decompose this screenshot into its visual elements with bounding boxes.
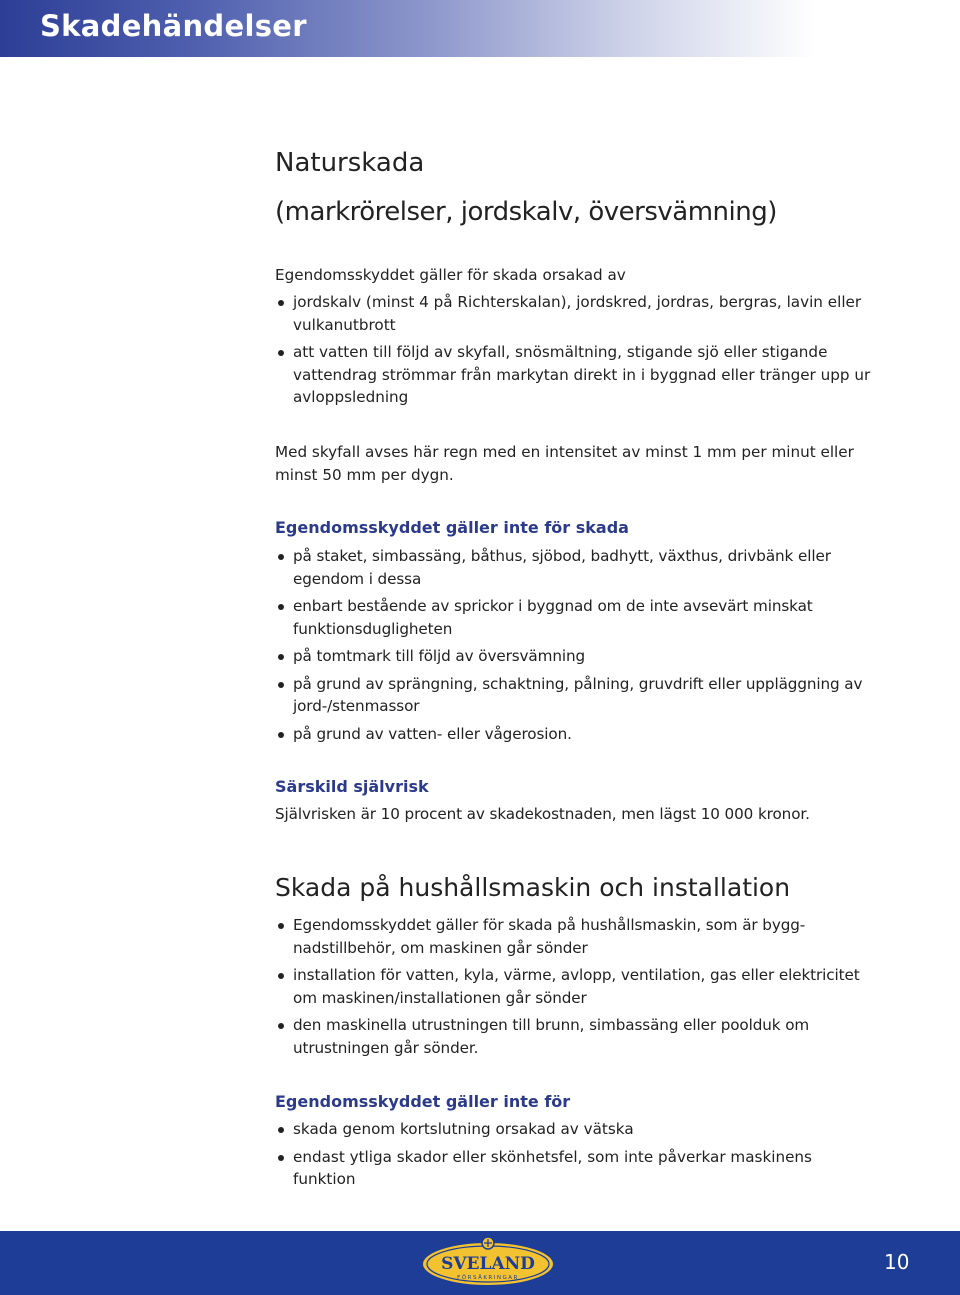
list-item: installation för vatten, kyla, värme, avlopp, ventilation, gas eller elektricitet om maskinen/installationen går sönder (275, 964, 875, 1009)
bullet-icon (278, 1155, 284, 1161)
hushall-title: Skada på hushållsmaskin och installation (275, 873, 791, 902)
bullet-icon (278, 923, 284, 929)
list-item: skada genom kortslutning orsakad av vätska (275, 1118, 875, 1141)
skyfall-note: Med skyfall avses här regn med en intensitet av minst 1 mm per minut eller minst 50 mm per dygn. (275, 443, 854, 484)
bullet-icon (278, 973, 284, 979)
hushall-covered-list (275, 914, 875, 1064)
list-item: den maskinella utrustningen till brunn, simbassäng eller poolduk om utrustningen går sönder. (275, 1014, 875, 1059)
deductible-heading: Särskild självrisk (275, 777, 429, 796)
list-item: på tomtmark till följd av översvämning (275, 645, 875, 668)
bullet-icon (278, 604, 284, 610)
logo-text: SVELAND (441, 1254, 535, 1274)
list-item: endast ytliga skador eller skönhetsfel, som inte påverkar maskinens funktion (275, 1146, 875, 1191)
bullet-icon (278, 554, 284, 560)
page-number: 10 (884, 1250, 910, 1274)
list-item: på grund av vatten- eller vågerosion. (275, 723, 875, 746)
bullet-icon (278, 654, 284, 660)
list-item: på staket, simbassäng, båthus, sjöbod, badhytt, växthus, drivbänk eller egendom i dessa (275, 545, 875, 590)
deductible-text: Självrisken är 10 procent av skadekostnaden, men lägst 10 000 kronor. (275, 805, 810, 823)
natur-title-line1: Naturskada (275, 148, 425, 178)
bullet-icon (278, 732, 284, 738)
sveland-logo (420, 1236, 556, 1288)
crest-icon (482, 1237, 494, 1249)
bullet-icon (278, 300, 284, 306)
hushall-excluded-heading: Egendomsskyddet gäller inte för (275, 1092, 571, 1111)
logo-subtext: FÖRSÄKRINGAR (457, 1275, 519, 1281)
hushall-excluded-list (275, 1118, 875, 1196)
list-item: jordskalv (minst 4 på Richterskalan), jordskred, jordras, bergras, lavin eller vulkanutbrott (275, 291, 875, 336)
bullet-icon (278, 1023, 284, 1029)
bullet-icon (278, 1127, 284, 1133)
natur-excluded-heading: Egendomsskyddet gäller inte för skada (275, 518, 629, 537)
list-item: på grund av sprängning, schaktning, pålning, gruvdrift eller uppläggning av jord-/stenmassor (275, 673, 875, 718)
natur-title-line2: (markrörelser, jordskalv, översvämning) (275, 197, 777, 227)
list-item: att vatten till följd av skyfall, snösmältning, stigande sjö eller stigande vattendrag strömmar från markytan direkt in i byggnad eller tränger upp ur avloppsledning (275, 341, 875, 409)
bullet-icon (278, 350, 284, 356)
list-item: enbart bestående av sprickor i byggnad om de inte avsevärt minskat funktionsdugligheten (275, 595, 875, 640)
bullet-icon (278, 682, 284, 688)
page-title: Skadehändelser (40, 9, 307, 43)
list-item: Egendomsskyddet gäller för skada på hushållsmaskin, som är byggnadstillbehör, om maskinen går sönder (275, 914, 875, 959)
natur-covered-list (275, 291, 875, 414)
natur-excluded-list (275, 545, 875, 750)
natur-intro: Egendomsskyddet gäller för skada orsakad av (275, 266, 626, 284)
